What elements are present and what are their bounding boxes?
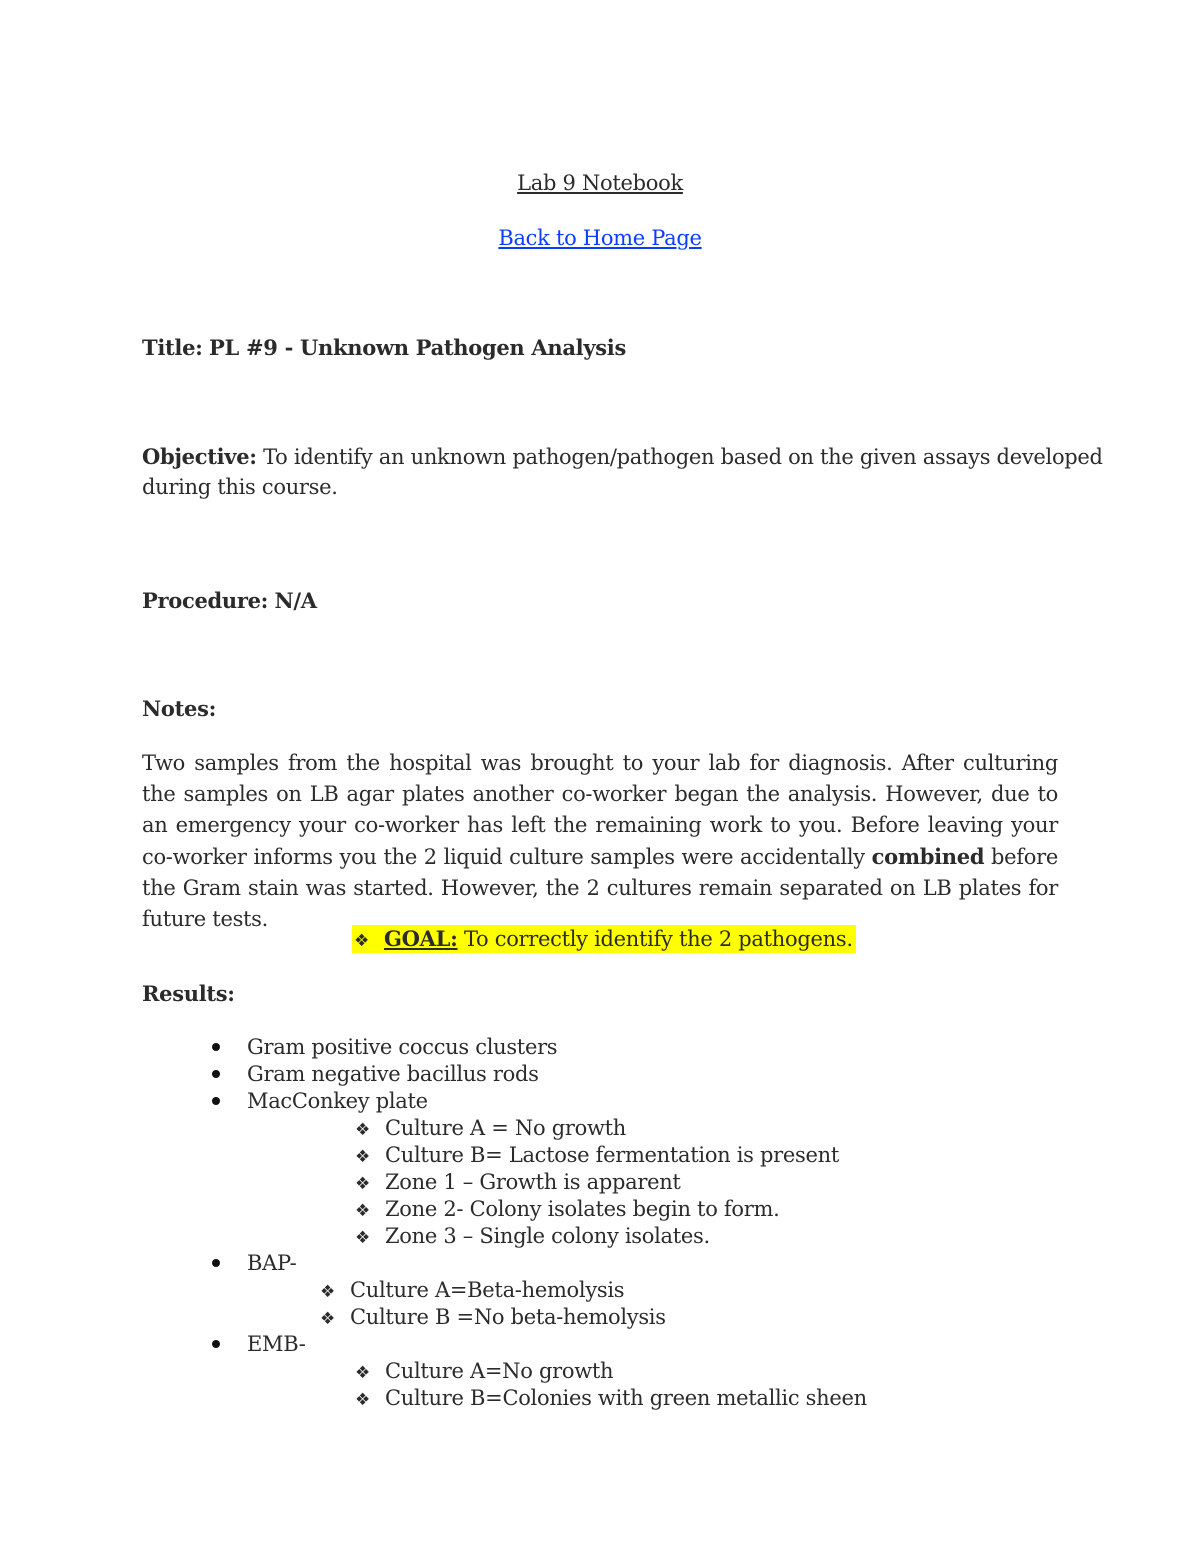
procedure-value: N/A bbox=[274, 588, 317, 613]
objective-text-continued: during this course. bbox=[142, 475, 338, 499]
diamond-bullet-icon: ❖ bbox=[355, 1120, 370, 1140]
diamond-bullet-icon: ❖ bbox=[355, 1390, 370, 1410]
sub-list-item bbox=[355, 1358, 613, 1387]
notes-heading bbox=[142, 693, 216, 725]
diamond-bullet-icon: ❖ bbox=[355, 1363, 370, 1383]
title-value: PL #9 - Unknown Pathogen Analysis bbox=[209, 335, 626, 360]
goal-label: GOAL: bbox=[384, 926, 458, 951]
diamond-bullet-icon: ❖ bbox=[320, 1282, 335, 1302]
notes-text-bold: combined bbox=[871, 844, 985, 869]
list-item-emb: EMB- bbox=[247, 1332, 306, 1356]
sub-list-item-text: Zone 2- Colony isolates begin to form. bbox=[385, 1197, 780, 1221]
diamond-bullet-icon: ❖ bbox=[355, 1147, 370, 1167]
bullet-icon bbox=[212, 1340, 220, 1348]
list-item-gram-negative: Gram negative bacillus rods bbox=[247, 1062, 539, 1086]
objective-row-2 bbox=[142, 472, 338, 503]
bullet-icon bbox=[212, 1259, 220, 1267]
objective-row bbox=[142, 441, 1103, 473]
procedure-row bbox=[142, 585, 317, 617]
sub-list-item bbox=[355, 1385, 867, 1414]
sub-list-item-text: Culture B =No beta-hemolysis bbox=[350, 1305, 666, 1329]
list-item-macconkey: MacConkey plate bbox=[247, 1089, 428, 1113]
bullet-icon bbox=[212, 1097, 220, 1105]
sub-list-item bbox=[355, 1115, 626, 1144]
goal-highlight bbox=[352, 925, 856, 953]
page-heading bbox=[0, 168, 1200, 199]
sub-list-item bbox=[355, 1142, 839, 1171]
goal-row bbox=[352, 923, 856, 957]
objective-text: To identify an unknown pathogen/pathogen based on the given assays developed bbox=[263, 445, 1103, 469]
diamond-bullet-icon: ❖ bbox=[355, 1228, 370, 1248]
notes-text-part2: before the Gram stain was started. However, the 2 cultures remain separated on LB plates for future tests. bbox=[142, 845, 1058, 931]
back-to-home-link[interactable]: Back to Home Page bbox=[498, 226, 702, 250]
diamond-bullet-icon: ❖ bbox=[355, 1201, 370, 1221]
notes-paragraph bbox=[142, 748, 1058, 935]
bullet-icon bbox=[212, 1070, 220, 1078]
diamond-bullet-icon: ❖ bbox=[320, 1309, 335, 1329]
objective-label: Objective: bbox=[142, 444, 257, 469]
procedure-label: Procedure: bbox=[142, 588, 269, 613]
sub-list-item bbox=[355, 1223, 710, 1252]
notes-text-part1: Two samples from the hospital was brought to your lab for diagnosis. After culturing the samples on LB agar plates another co-worker began the analysis. However, due to an emergency your co-worker has left the remaining work to you. Before leaving your co-worker informs you the 2 liquid culture samples were accidentally bbox=[142, 751, 1058, 869]
diamond-bullet-icon: ❖ bbox=[354, 931, 369, 951]
sub-list-item-text: Zone 1 – Growth is apparent bbox=[385, 1170, 681, 1194]
title-row bbox=[142, 332, 626, 364]
list-item-gram-positive: Gram positive coccus clusters bbox=[247, 1035, 558, 1059]
sub-list-item bbox=[320, 1277, 624, 1306]
page-heading-text: Lab 9 Notebook bbox=[517, 171, 683, 195]
home-link-row bbox=[0, 223, 1200, 254]
bullet-icon bbox=[212, 1043, 220, 1051]
diamond-bullet-icon: ❖ bbox=[355, 1174, 370, 1194]
sub-list-item-text: Zone 3 – Single colony isolates. bbox=[385, 1224, 710, 1248]
sub-list-item bbox=[355, 1169, 681, 1198]
sub-list-item-text: Culture A = No growth bbox=[385, 1116, 626, 1140]
sub-list-item-text: Culture A=No growth bbox=[385, 1359, 614, 1383]
title-label: Title: bbox=[142, 335, 203, 360]
goal-text: To correctly identify the 2 pathogens. bbox=[463, 927, 853, 951]
notes-label: Notes: bbox=[142, 696, 217, 721]
sub-list-item-text: Culture B=Colonies with green metallic sheen bbox=[385, 1386, 867, 1410]
sub-list-item-text: Culture B= Lactose fermentation is present bbox=[385, 1143, 840, 1167]
sub-list-item-text: Culture A=Beta-hemolysis bbox=[350, 1278, 625, 1302]
sub-list-item bbox=[320, 1304, 666, 1333]
list-item-bap: BAP- bbox=[247, 1251, 297, 1275]
results-heading bbox=[142, 978, 235, 1010]
results-label: Results: bbox=[142, 981, 235, 1006]
sub-list-item bbox=[355, 1196, 779, 1225]
